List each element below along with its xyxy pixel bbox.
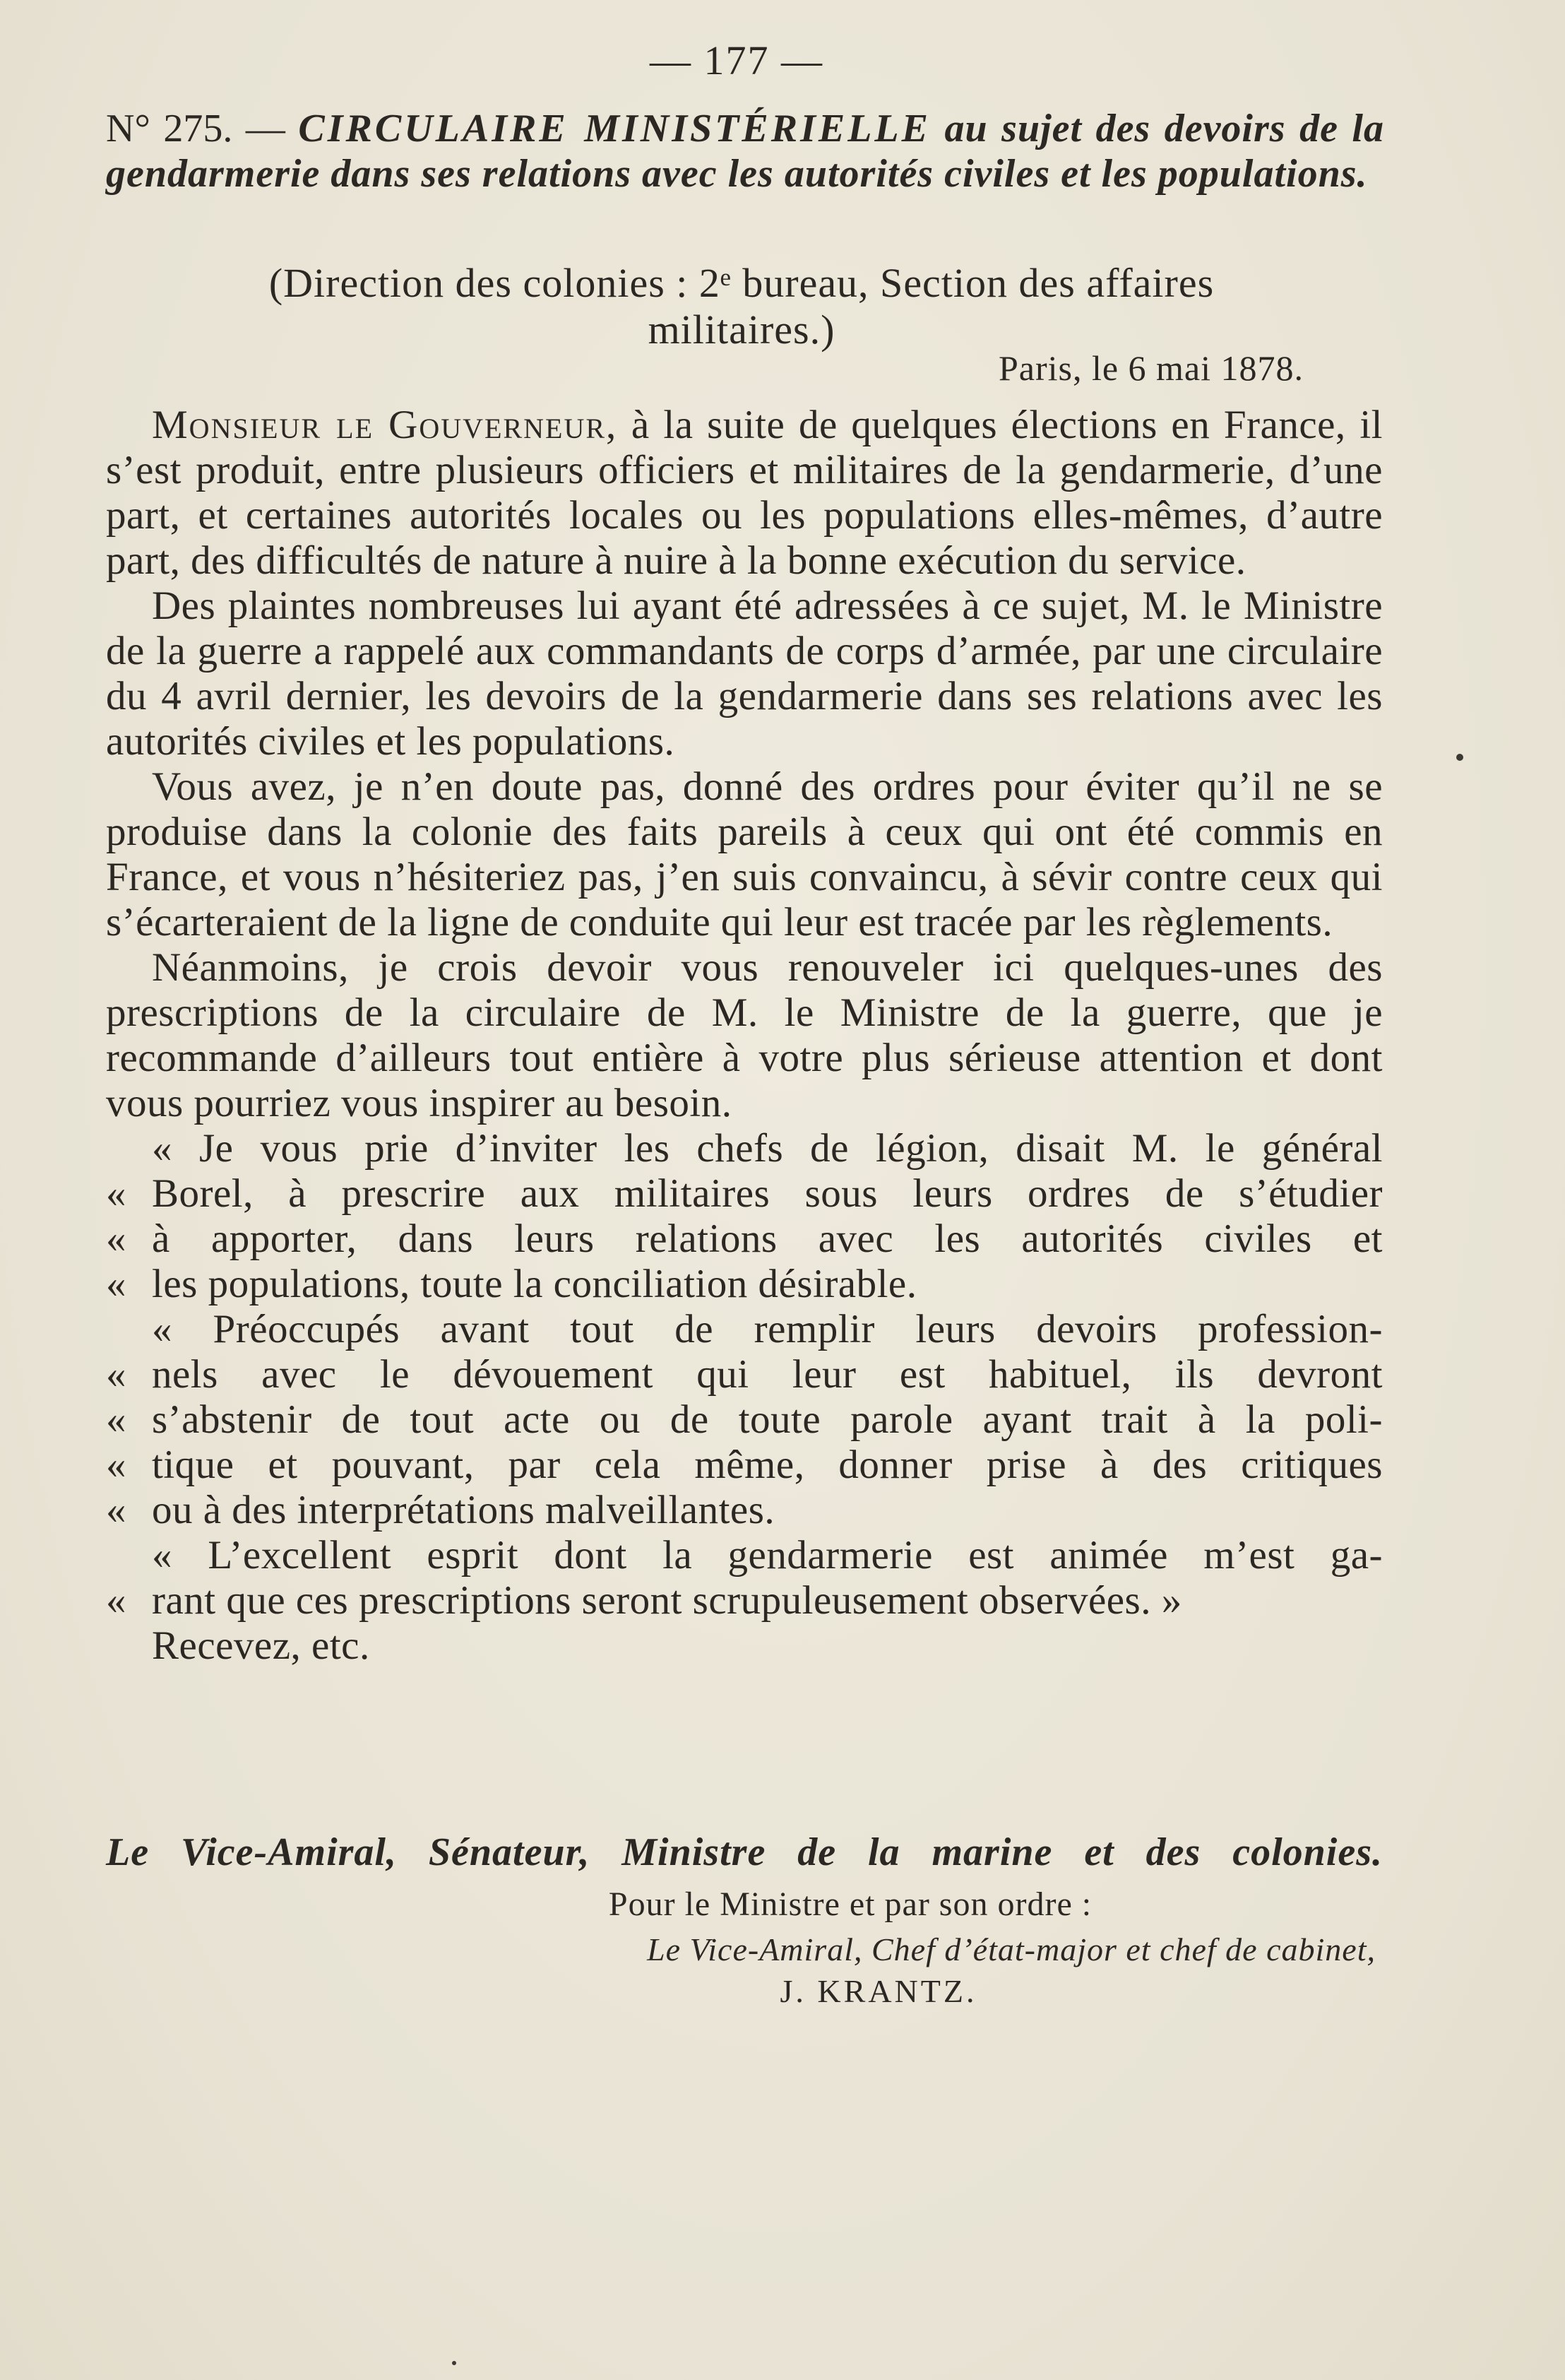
paragraph-4: Néanmoins, je crois devoir vous renouveler ici quelques-unes des prescriptions de la circulaire de M. le Ministre de la guerre, que je recommande d’ailleurs tout entière à votre plus sérieuse attention et dont vous pourriez vous inspirer au besoin. [106, 945, 1383, 1125]
by-order-line: Pour le Ministre et par son ordre : [608, 1885, 1093, 1923]
paragraph-3: Vous avez, je n’en doute pas, donné des ordres pour éviter qu’il ne se produise dans la colonie des faits pareils à ceux qui ont été commis en France, et vous n’hésiteriez pas, j’en suis convaincu, à sévir contre ceux qui s’écarteraient de la ligne de conduite qui leur est tracée par les règlements. [106, 764, 1383, 945]
quote-text: « Préoccupés avant tout de remplir leurs devoirs profession- [152, 1307, 1383, 1351]
dateline: Paris, le 6 mai 1878. [998, 348, 1304, 388]
quote-line [106, 1352, 1383, 1397]
quotation-1 [106, 1126, 1383, 1307]
quote-mark: « [106, 1488, 126, 1532]
circular-heading [106, 106, 1384, 196]
signatory-name: J. KRANTZ. [780, 1973, 977, 2009]
salutation: Monsieur le Gouverneur, [152, 403, 618, 447]
quote-line [106, 1307, 1383, 1352]
circular-title: CIRCULAIRE MINISTÉRIELLE [298, 107, 931, 150]
quote-text: tique et pouvant, par cela même, donner prise à des critiques [152, 1443, 1383, 1487]
quote-text: à apporter, dans leurs relations avec les autorités civiles et [152, 1216, 1383, 1261]
closing-formula: Recevez, etc. [152, 1623, 370, 1668]
quote-text: « L’excellent esprit dont la gendarmerie est animée m’est ga- [152, 1533, 1383, 1577]
quote-mark: « [106, 1171, 126, 1216]
quote-line [106, 1216, 1383, 1262]
quote-text: rant que ces prescriptions seront scrupuleusement observées. » [152, 1578, 1182, 1623]
quote-text: nels avec le dévouement qui leur est habituel, ils devront [152, 1352, 1383, 1397]
quote-text: les populations, toute la conciliation désirable. [152, 1262, 917, 1306]
ink-spot [452, 2361, 456, 2365]
quote-mark: « [106, 1443, 126, 1487]
quote-line [106, 1488, 1383, 1533]
quote-mark: « [106, 1262, 126, 1306]
quotation-3 [106, 1533, 1383, 1623]
quote-line [106, 1171, 1383, 1216]
quote-mark: « [106, 1578, 126, 1623]
ink-spot [1456, 754, 1463, 761]
quotation-2 [106, 1307, 1383, 1533]
quote-mark: « [106, 1352, 126, 1397]
paragraph-1 [106, 403, 1383, 584]
quote-text: s’abstenir de tout acte ou de toute parole ayant trait à la poli- [152, 1397, 1383, 1442]
quote-line [106, 1578, 1383, 1623]
quote-line [106, 1443, 1383, 1488]
quote-line [106, 1126, 1383, 1171]
quote-text: ou à des interprétations malveillantes. [152, 1488, 775, 1532]
quote-line [106, 1533, 1383, 1578]
letter-body [106, 403, 1383, 1669]
quote-line [106, 1397, 1383, 1443]
heading-dash: — [232, 107, 299, 150]
quote-mark: « [106, 1216, 126, 1261]
minister-title: Le Vice-Amiral, Sénateur, Ministre de la marine et des colonies. [106, 1830, 1383, 1874]
circular-number: N° 275. [106, 107, 233, 150]
paragraph-1-text: à la suite de quelques élections en France, il s’est produit, entre plusieurs officiers et militaires de la gendarmerie, d’une part, et certaines autorités locales ou les populations elles-mêmes, d’autre part, des difficultés de nature à nuire à la bonne exécution du service. [106, 403, 1383, 583]
chief-of-staff-title: Le Vice-Amiral, Chef d’état-major et chef de cabinet, [647, 1931, 1376, 1967]
paragraph-2: Des plaintes nombreuses lui ayant été adressées à ce sujet, M. le Ministre de la guerre a rappelé aux commandants de corps d’armée, par une circulaire du 4 avril dernier, les devoirs de la gendarmerie dans ses relations avec les autorités civiles et les populations. [106, 584, 1383, 764]
quote-mark: « [106, 1397, 126, 1442]
page-number: — 177 — [650, 37, 823, 83]
issuing-direction: (Direction des colonies : 2ᵉ bureau, Section des affaires militaires.) [268, 260, 1215, 353]
quote-line [106, 1262, 1383, 1307]
circular-subject: au sujet des devoirs de la gendarmerie dans ses relations avec les autorités civiles et les populations. [106, 107, 1384, 196]
quote-text: Borel, à prescrire aux militaires sous leurs ordres de s’étudier [152, 1171, 1383, 1216]
signature-block [106, 1830, 1383, 2010]
quote-text: « Je vous prie d’inviter les chefs de légion, disait M. le général [152, 1126, 1383, 1171]
